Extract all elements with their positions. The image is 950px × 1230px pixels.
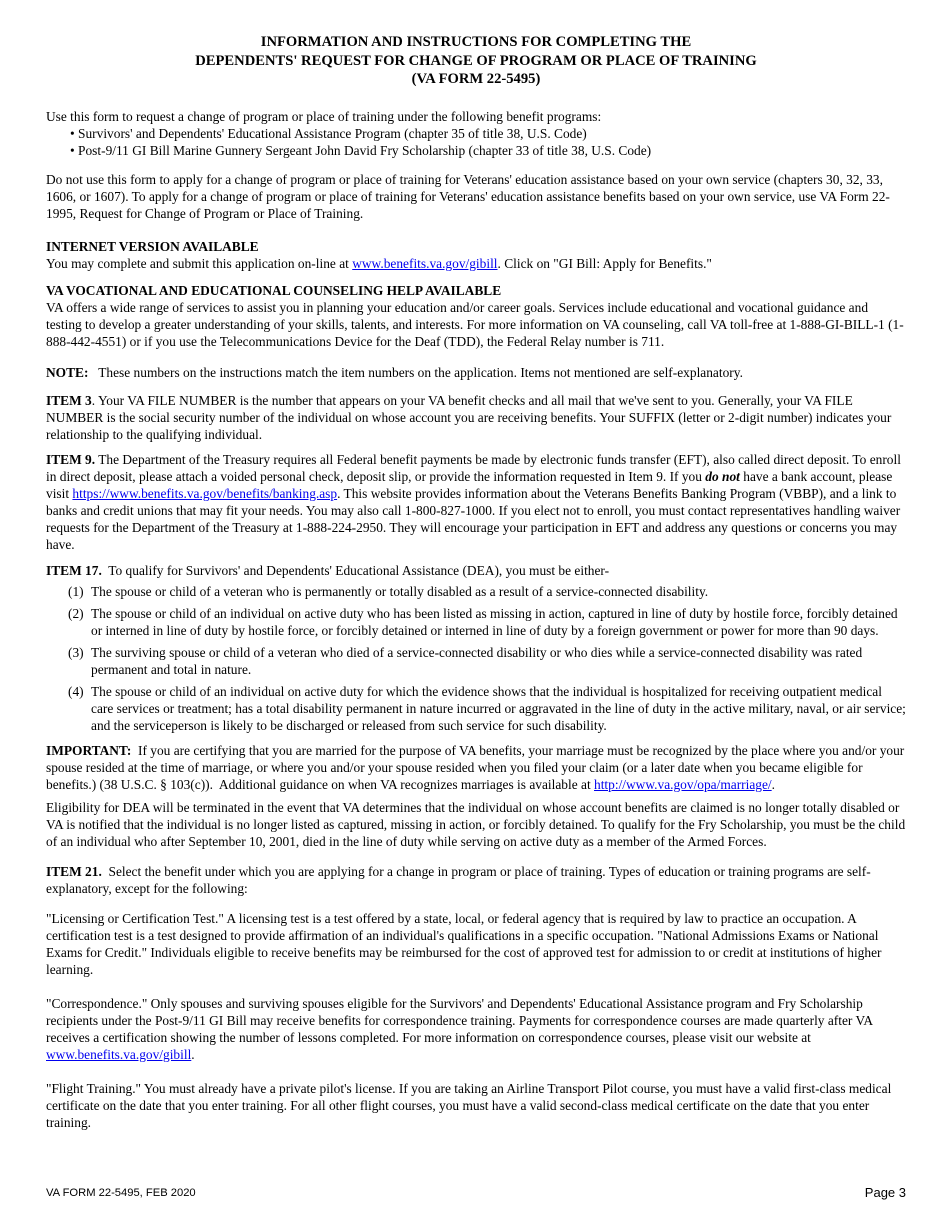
important-label: IMPORTANT: (46, 742, 132, 758)
item-3-paragraph: ITEM 3. Your VA FILE NUMBER is the number that appears on your VA benefit checks and all mail that we've sent to you. Generally, your VA FILE NUMBER is the social security number of the individual on whose account you are receiving benefits. Your SUFFIX (letter or 2-digit number) indicates your relationship to the qualifying individual. (46, 392, 892, 442)
list-item: (3) The surviving spouse or child of a veteran who died of a service-connected disability or who dies while a service-connected disability was rated permanent and total in nature. (68, 644, 863, 677)
do-not-emphasis: do not (705, 468, 740, 484)
intro-text: Use this form to request a change of program or place of training under the following benefit programs: (46, 108, 602, 124)
dea-qualification-list (68, 583, 906, 734)
banking-link[interactable]: https://www.benefits.va.gov/benefits/banking.asp (72, 485, 338, 501)
form-id: VA FORM 22-5495, FEB 2020 (46, 1187, 196, 1199)
gibill-link[interactable]: www.benefits.va.gov/gibill (352, 255, 498, 271)
counseling-paragraph: VA offers a wide range of services to assist you in planning your education and/or career goals. Services include educational and vocational guidance and testing to develop a greater understanding of your skills, talents, and interests. For more information on VA counseling, call VA toll-free at 1-888-GI-BILL-1 (1-888-442-4551) or if you use the Telecommunications Device for the Deaf (TDD), the Federal Relay number is 711. (46, 299, 904, 349)
page-number: Page 3 (864, 1185, 906, 1200)
licensing-paragraph: "Licensing or Certification Test." A licensing test is a test offered by a state, local, or federal agency that is required by law to practice an occupation. A certification test is a test designed to provide affirmation of an individual's qualifications in a specific occupation. "National Admissions Exams or National Exams for Credit." Individuals eligible to receive benefits may be reimbursed for the cost of approved test for admission to or credit at institutions of higher learning. (46, 910, 882, 977)
important-paragraph: IMPORTANT: If you are certifying that you are married for the purpose of VA benefits, your marriage must be recognized by the place where you and/or your spouse resided at the time of marriage, or where you and/or your spouse resided when you filed your claim (or a later date when you became eligible for benefits.) (38 U.S.C. § 103(c)). Additional guidance on when VA recognizes marriages is available at http://www.va.gov/opa/marriage/. (46, 742, 908, 792)
eligibility-paragraph: Eligibility for DEA will be terminated in the event that VA determines that the individual on whose account benefits are claimed is no longer totally disabled or VA is notified that the individual is no longer listed as captured, missing in action, or forcibly detained. To qualify for the Fry Scholarship, you must be the child of an individual who after September 10, 2001, died in the line of duty while serving on active duty as a member of the Armed Forces. (46, 799, 906, 849)
item-9-paragraph: ITEM 9. The Department of the Treasury requires all Federal benefit payments be made by electronic funds transfer (EFT), also called direct deposit. To enroll in direct deposit, please attach a voided personal check, deposit slip, or provide the information requested in Item 9. If you do not have a bank account, please visit https://www.benefits.va.gov/benefits/banking.asp. This website provides information about the Veterans Benefits Banking Program (VBBP), and a link to banks and credit unions that may fit your needs. You may also call 1-800-827-1000. If you elect not to enroll, you must contact representatives handling waiver requests for the Department of the Treasury at 1-888-224-2950. They will encourage your participation in EFT and address any questions or concerns you may have. (46, 451, 901, 552)
page-title (46, 33, 906, 89)
list-item: • Post-9/11 GI Bill Marine Gunnery Sergeant John David Fry Scholarship (chapter 33 of title 38, U.S. Code) (70, 142, 652, 158)
list-item: (1) The spouse or child of a veteran who is permanently or totally disabled as a result of a service-connected disability. (68, 583, 709, 599)
internet-paragraph: You may complete and submit this application on-line at www.benefits.va.gov/gibill. Click on "GI Bill: Apply for Benefits." (46, 255, 712, 271)
list-item: • Survivors' and Dependents' Educational Assistance Program (chapter 35 of title 38, U.S. Code) (70, 125, 587, 141)
note-paragraph: NOTE: These numbers on the instructions match the item numbers on the application. Items not mentioned are self-explanatory. (46, 364, 743, 380)
item-21-label: ITEM 21. (46, 863, 102, 879)
title-line-2: DEPENDENTS' REQUEST FOR CHANGE OF PROGRAM OR PLACE OF TRAINING (195, 52, 757, 69)
title-line-3: (VA FORM 22-5495) (411, 71, 541, 87)
item-9-label: ITEM 9. (46, 451, 96, 467)
correspondence-gibill-link[interactable]: www.benefits.va.gov/gibill (46, 1046, 192, 1062)
flight-paragraph: "Flight Training." You must already have a private pilot's license. If you are taking an Airline Transport Pilot course, you must have a valid first-class medical certificate on the date that you enter training. For all other flight courses, you must have a valid second-class medical certificate on the date that you enter training. (46, 1080, 892, 1130)
item-17-label: ITEM 17. (46, 562, 102, 578)
correspondence-paragraph: "Correspondence." Only spouses and surviving spouses eligible for the Survivors' and Dependents' Educational Assistance program and Fry Scholarship recipients under the Post-9/11 GI Bill may receive benefits for correspondence training. Payments for correspondence courses are made quarterly after VA receives a certification showing the number of lessons completed. For more information on correspondence courses, please visit our website at www.benefits.va.gov/gibill. (46, 995, 873, 1062)
internet-heading: INTERNET VERSION AVAILABLE (46, 238, 259, 254)
marriage-link[interactable]: http://www.va.gov/opa/marriage/ (594, 776, 772, 792)
item-3-label: ITEM 3 (46, 392, 92, 408)
document-page (46, 33, 906, 1131)
list-item: (4) The spouse or child of an individual on active duty for which the evidence shows that the individual is hospitalized for receiving outpatient medical care services or treatment; has a total disability permanent in nature incurred or aggravated in the line of duty in the active military, naval, or air service; and the serviceperson is likely to be discharged or released from such service for such disability. (68, 683, 906, 733)
note-label: NOTE: (46, 364, 89, 380)
item-17-intro: ITEM 17. To qualify for Survivors' and Dependents' Educational Assistance (DEA), you must be either- (46, 562, 610, 578)
item-21-paragraph: ITEM 21. Select the benefit under which you are applying for a change in program or place of training. Types of education or training programs are self-explanatory, except for the following: (46, 863, 871, 896)
do-not-use-paragraph: Do not use this form to apply for a change of program or place of training for Veterans' education assistance based on your own service (chapters 30, 32, 33, 1606, or 1607). To apply for a change of program or place of training for Veterans' education assistance benefits based on your own service, use VA Form 22-1995, Request for Change of Program or Place of Training. (46, 171, 890, 221)
list-item: (2) The spouse or child of an individual on active duty who has been listed as missing in action, captured in line of duty by hostile force, forcibly detained or interned in line of duty by hostile force, or forcibly detained or interned in line of duty by a foreign government or power for more than 90 days. (68, 605, 898, 638)
title-line-1: INFORMATION AND INSTRUCTIONS FOR COMPLETING THE (260, 34, 692, 50)
counseling-heading: VA VOCATIONAL AND EDUCATIONAL COUNSELING HELP AVAILABLE (46, 282, 502, 298)
benefit-program-list (70, 125, 906, 159)
